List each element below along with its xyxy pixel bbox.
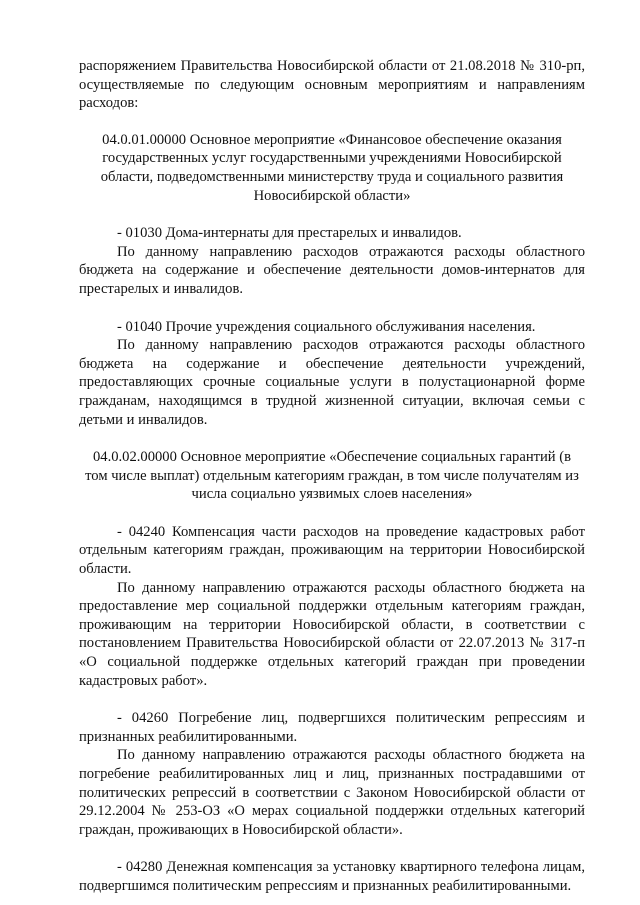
item-01030-title: - 01030 Дома-интернаты для престарелых и инвалидов. — [117, 225, 462, 242]
intro-paragraph: распоряжением Правительства Новосибирской области от 21.08.2018 № 310-рп, осуществляемые по следующим основным мероприятиям и направлениям расходов: — [79, 58, 585, 112]
document-page — [79, 57, 585, 896]
item-04240-description: По данному направлению отражаются расходы областного бюджета на предоставление мер социальной поддержки отдельным категориям граждан, проживающим на территории Новосибирской области, в соответствии с постановлением Правительства Новосибирской области от 22.07.2013 № 317-п «О социальной поддержке отдельных категорий граждан при проведении кадастровых работ». — [79, 579, 585, 689]
item-04240-title: - 04240 Компенсация части расходов на проведение кадастровых работ отдельным категориям граждан, проживающим на территории Новосибирской области. — [79, 523, 585, 578]
item-04260-description: По данному направлению отражаются расходы областного бюджета на погребение реабилитированных лиц и лиц, признанных пострадавшими от политических репрессий в соответствии с Законом Новосибирской области от 29.12.2004 № 253-ОЗ «О мерах социальной поддержки отдельных категорий граждан, проживающих в Новосибирской области». — [79, 747, 585, 838]
item-04260-title: - 04260 Погребение лиц, подвергшихся политическим репрессиям и признанных реабилитированными. — [79, 710, 585, 745]
item-01040-description: По данному направлению расходов отражаются расходы областного бюджета на содержание и обеспечение деятельности учреждений, предоставляющих срочные социальные услуги в полустационарной форме гражданам, находящимся в трудной жизненной ситуации, включая семьи с детьми и инвалидов. — [79, 337, 585, 428]
item-04280-title: - 04280 Денежная компенсация за установку квартирного телефона лицам, подвергшимся политическим репрессиям и признанных реабилитированными. — [79, 859, 585, 894]
item-01040-title: - 01040 Прочие учреждения социального обслуживания населения. — [117, 318, 536, 335]
section-heading-04-0-01: 04.0.01.00000 Основное мероприятие «Финансовое обеспечение оказания государственных услуг государственными учреждениями Новосибирской области, подведомственными министерству труда и социального развития Новосибирской области» — [100, 131, 564, 204]
section-heading-04-0-02: 04.0.02.00000 Основное мероприятие «Обеспечение социальных гарантий (в том числе выплат) отдельным категориям граждан, в том числе получателям из числа социально уязвимых слоев населения» — [85, 449, 579, 503]
item-01030-description: По данному направлению расходов отражаются расходы областного бюджета на содержание и обеспечение деятельности домов-интернатов для престарелых и инвалидов. — [79, 243, 585, 297]
